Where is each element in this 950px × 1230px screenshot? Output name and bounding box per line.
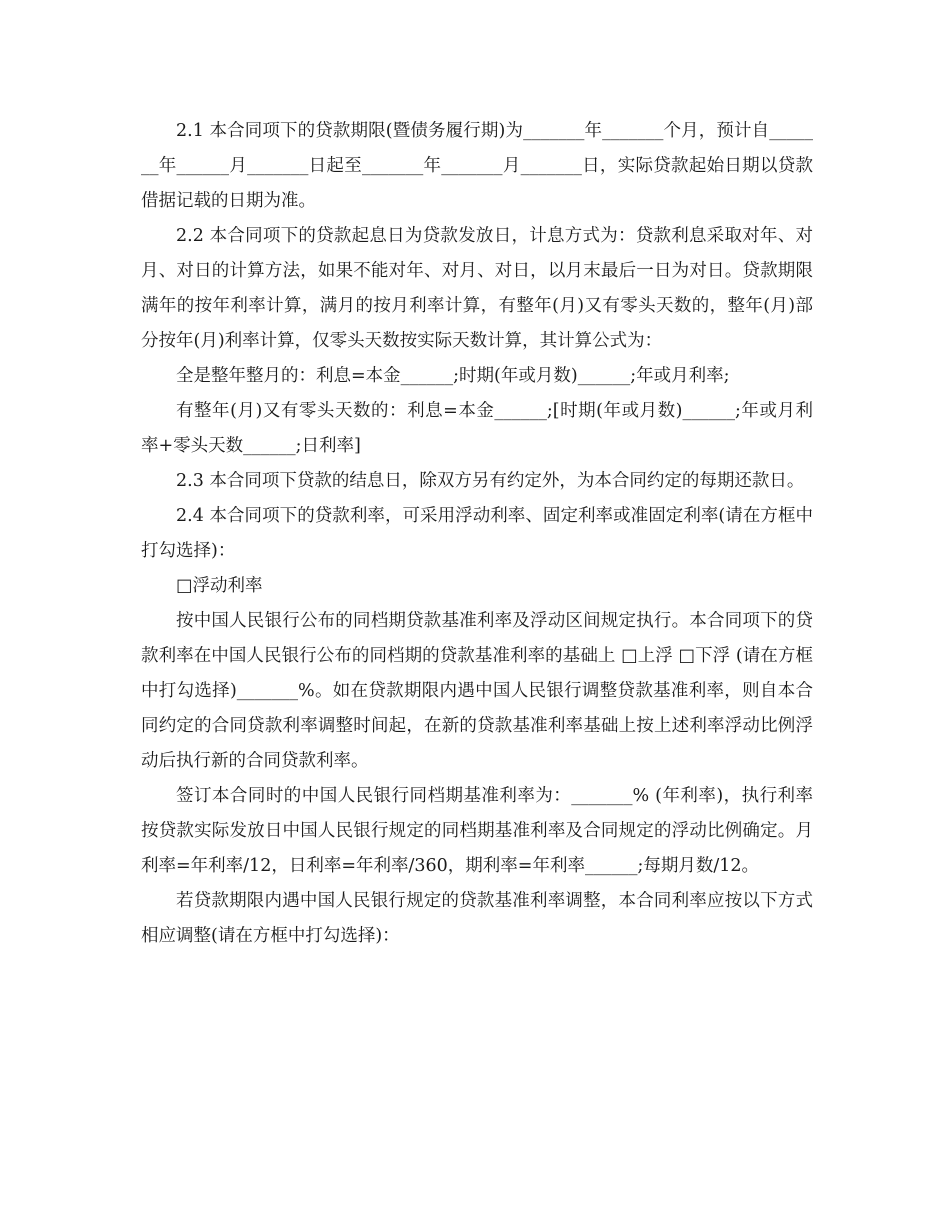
floating-rate-description: 按中国人民银行公布的同档期贷款基准利率及浮动区间规定执行。本合同项下的贷款利率在中国人民银行公布的同档期的贷款基准利率的基础上 □上浮 □下浮 (请在方框中打勾选择)_______%。如在贷款期限内遇中国人民银行调整贷款基准利率，则自本合同约定的合同贷款利率调整时间起，在新的贷款基准利率基础上按上述利率浮动比例浮动后执行新的合同贷款利率。	[141, 611, 813, 771]
rate-adjustment-paragraph: 若贷款期限内遇中国人民银行规定的贷款基准利率调整，本合同利率应按以下方式相应调整(请在方框中打勾选择)：	[141, 891, 813, 946]
clause-2-2-interest-start: 2.2 本合同项下的贷款起息日为贷款发放日，计息方式为：贷款利息采取对年、对月、对日的计算方法，如果不能对年、对月、对日，以月末最后一日为对日。贷款期限满年的按年利率计算，满月的按月利率计算，有整年(月)又有零头天数的，整年(月)部分按年(月)利率计算，仅零头天数按实际天数计算，其计算公式为：	[141, 226, 813, 351]
clause-2-4-interest-rate-type: 2.4 本合同项下的贷款利率，可采用浮动利率、固定利率或准固定利率(请在方框中打勾选择)：	[141, 506, 813, 561]
floating-rate-checkbox-option: □浮动利率	[176, 576, 263, 596]
document-body	[141, 114, 813, 954]
clause-2-1-loan-term: 2.1 本合同项下的贷款期限(暨债务履行期)为_______年_______个月，预计自_______年______月_______日起至_______年_______月_______日，实际贷款起始日期以贷款借据记载的日期为准。	[141, 121, 813, 211]
formula-with-odd-days: 有整年(月)又有零头天数的：利息=本金______;[时期(年或月数)______;年或月利率+零头天数______;日利率]	[141, 401, 813, 456]
benchmark-rate-paragraph: 签订本合同时的中国人民银行同档期基准利率为：_______% (年利率)，执行利率按贷款实际发放日中国人民银行规定的同档期基准利率及合同规定的浮动比例确定。月利率=年利率/12，日利率=年利率/360，期利率=年利率______;每期月数/12。	[141, 786, 813, 876]
clause-2-3-settlement-date: 2.3 本合同项下贷款的结息日，除双方另有约定外，为本合同约定的每期还款日。	[176, 471, 805, 491]
formula-whole-periods: 全是整年整月的：利息=本金______;时期(年或月数)______;年或月利率;	[176, 366, 730, 386]
